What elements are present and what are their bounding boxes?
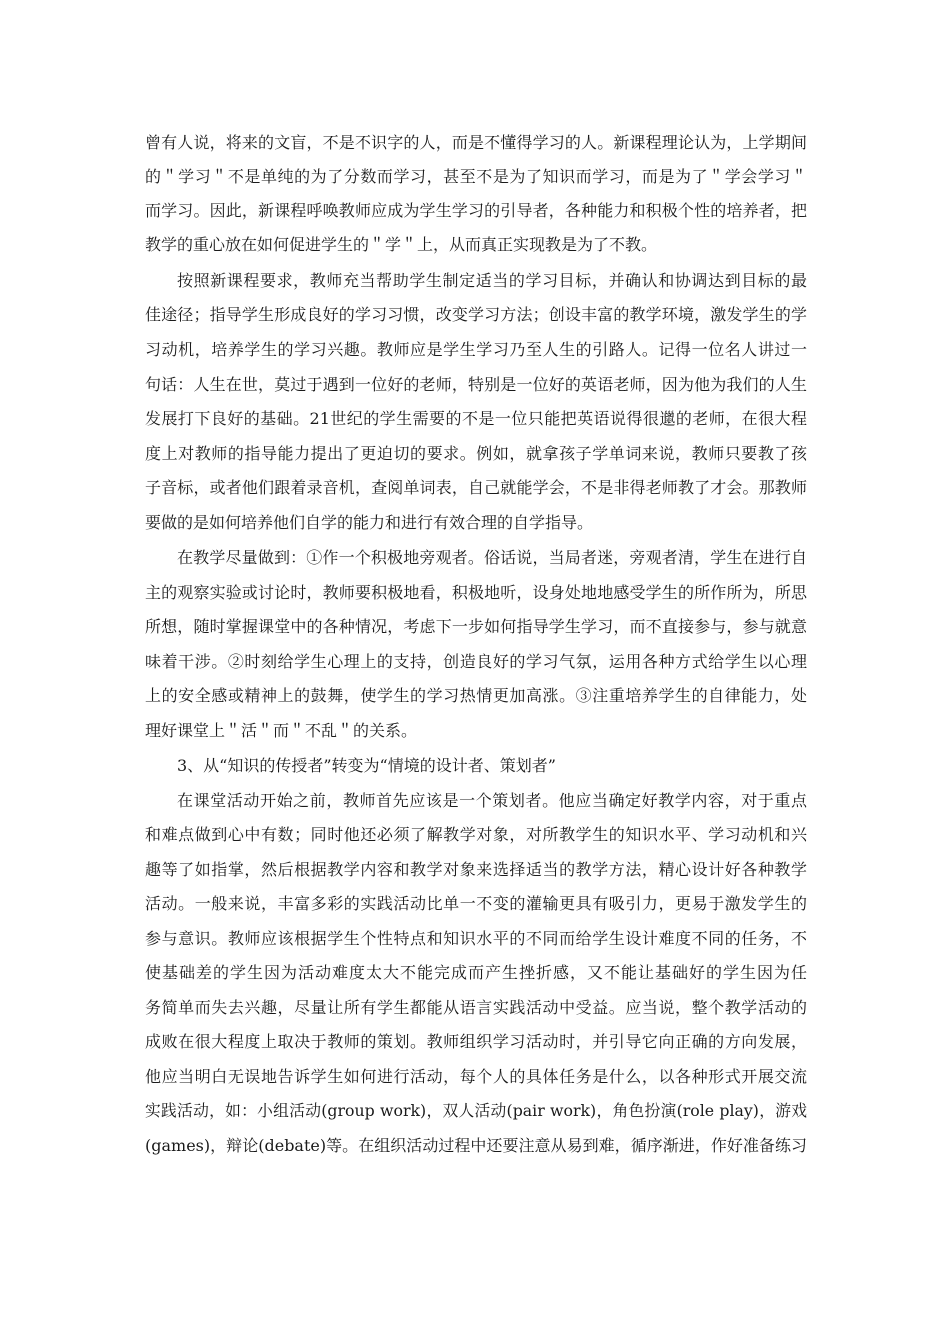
- paragraph-3-line-6: 理好课堂上＂活＂而＂不乱＂的关系。: [145, 721, 418, 740]
- paragraph-2-line-8: 要做的是如何培养他们自学的能力和进行有效合理的自学指导。: [145, 513, 594, 532]
- paragraph-4-line-8: 成败在很大程度上取决于教师的策划。教师组织学习活动时，并引导它向正确的方向发展，: [145, 1032, 807, 1051]
- paragraph-2-line-7: 子音标，或者他们跟着录音机，查阅单词表，自己就能学会，不是非得老师教了才会。那教师: [145, 478, 807, 497]
- paragraph-1-line-2: 的＂学习＂不是单纯的为了分数而学习，甚至不是为了知识而学习，而是为了＂学会学习＂: [145, 167, 807, 186]
- paragraph-2-line-1: 按照新课程要求，教师充当帮助学生制定适当的学习目标，并确认和协调达到目标的最: [177, 271, 807, 290]
- paragraph-4-line-6: 使基础差的学生因为活动难度太大不能完成而产生挫折感，又不能让基础好的学生因为任: [145, 963, 807, 982]
- paragraph-4-line-4: 活动。一般来说，丰富多彩的实践活动比单一不变的灌输更具有吸引力，更易于激发学生的: [145, 894, 807, 913]
- paragraph-4-line-11: (games)，辩论(debate)等。在组织活动过程中还要注意从易到难，循序渐进，作好准备练习: [145, 1136, 807, 1155]
- paragraph-4-line-1: 在课堂活动开始之前，教师首先应该是一个策划者。他应当确定好教学内容，对于重点: [177, 791, 807, 810]
- paragraph-3-line-3: 所想，随时掌握课堂中的各种情况，考虑下一步如何指导学生学习，而不直接参与，参与就意: [145, 617, 807, 636]
- paragraph-3-line-1: 在教学尽量做到：①作一个积极地旁观者。俗话说，当局者迷，旁观者清，学生在进行自: [177, 548, 807, 567]
- paragraph-3-line-5: 上的安全感或精神上的鼓舞，使学生的学习热情更加高涨。③注重培养学生的自律能力，处: [145, 686, 807, 705]
- paragraph-2-line-4: 句话：人生在世，莫过于遇到一位好的老师，特别是一位好的英语老师，因为他为我们的人生: [145, 375, 807, 394]
- section-heading: 3、从“知识的传授者”转变为“情境的设计者、策划者”: [177, 756, 556, 775]
- paragraph-2-line-3: 习动机，培养学生的学习兴趣。教师应是学生学习乃至人生的引路人。记得一位名人讲过一: [145, 340, 807, 359]
- paragraph-1-line-3: 而学习。因此，新课程呼唤教师应成为学生学习的引导者，各种能力和积极个性的培养者，把: [145, 201, 807, 220]
- paragraph-3-line-4: 味着干涉。②时刻给学生心理上的支持，创造良好的学习气氛，运用各种方式给学生以心理: [145, 652, 807, 671]
- paragraph-3-line-2: 主的观察实验或讨论时，教师要积极地看，积极地听，设身处地地感受学生的所作所为，所思: [145, 583, 807, 602]
- paragraph-2-line-6: 度上对教师的指导能力提出了更迫切的要求。例如，就拿孩子学单词来说，教师只要教了孩: [145, 444, 807, 463]
- paragraph-2-line-2: 佳途径；指导学生形成良好的学习习惯，改变学习方法；创设丰富的教学环境，激发学生的学: [145, 305, 807, 324]
- paragraph-4-line-5: 参与意识。教师应该根据学生个性特点和知识水平的不同而给学生设计难度不同的任务，不: [145, 929, 807, 948]
- paragraph-1-line-1: 曾有人说，将来的文盲，不是不识字的人，而是不懂得学习的人。新课程理论认为，上学期间: [145, 133, 807, 152]
- paragraph-1-line-4: 教学的重心放在如何促进学生的＂学＂上，从而真正实现教是为了不教。: [145, 235, 658, 254]
- paragraph-4-line-2: 和难点做到心中有数；同时他还必须了解教学对象，对所教学生的知识水平、学习动机和兴: [145, 825, 807, 844]
- paragraph-2-line-5: 发展打下良好的基础。21世纪的学生需要的不是一位只能把英语说得很邋的老师，在很大程: [145, 409, 807, 428]
- paragraph-4-line-9: 他应当明白无误地告诉学生如何进行活动，每个人的具体任务是什么，以各种形式开展交流: [145, 1067, 807, 1086]
- paragraph-4-line-3: 趣等了如指掌，然后根据教学内容和教学对象来选择适当的教学方法，精心设计好各种教学: [145, 860, 807, 879]
- paragraph-4-line-7: 务简单而失去兴趣，尽量让所有学生都能从语言实践活动中受益。应当说，整个教学活动的: [145, 998, 807, 1017]
- paragraph-4-line-10: 实践活动，如：小组活动(group work)，双人活动(pair work)，角色扮演(role play)，游戏: [145, 1101, 807, 1120]
